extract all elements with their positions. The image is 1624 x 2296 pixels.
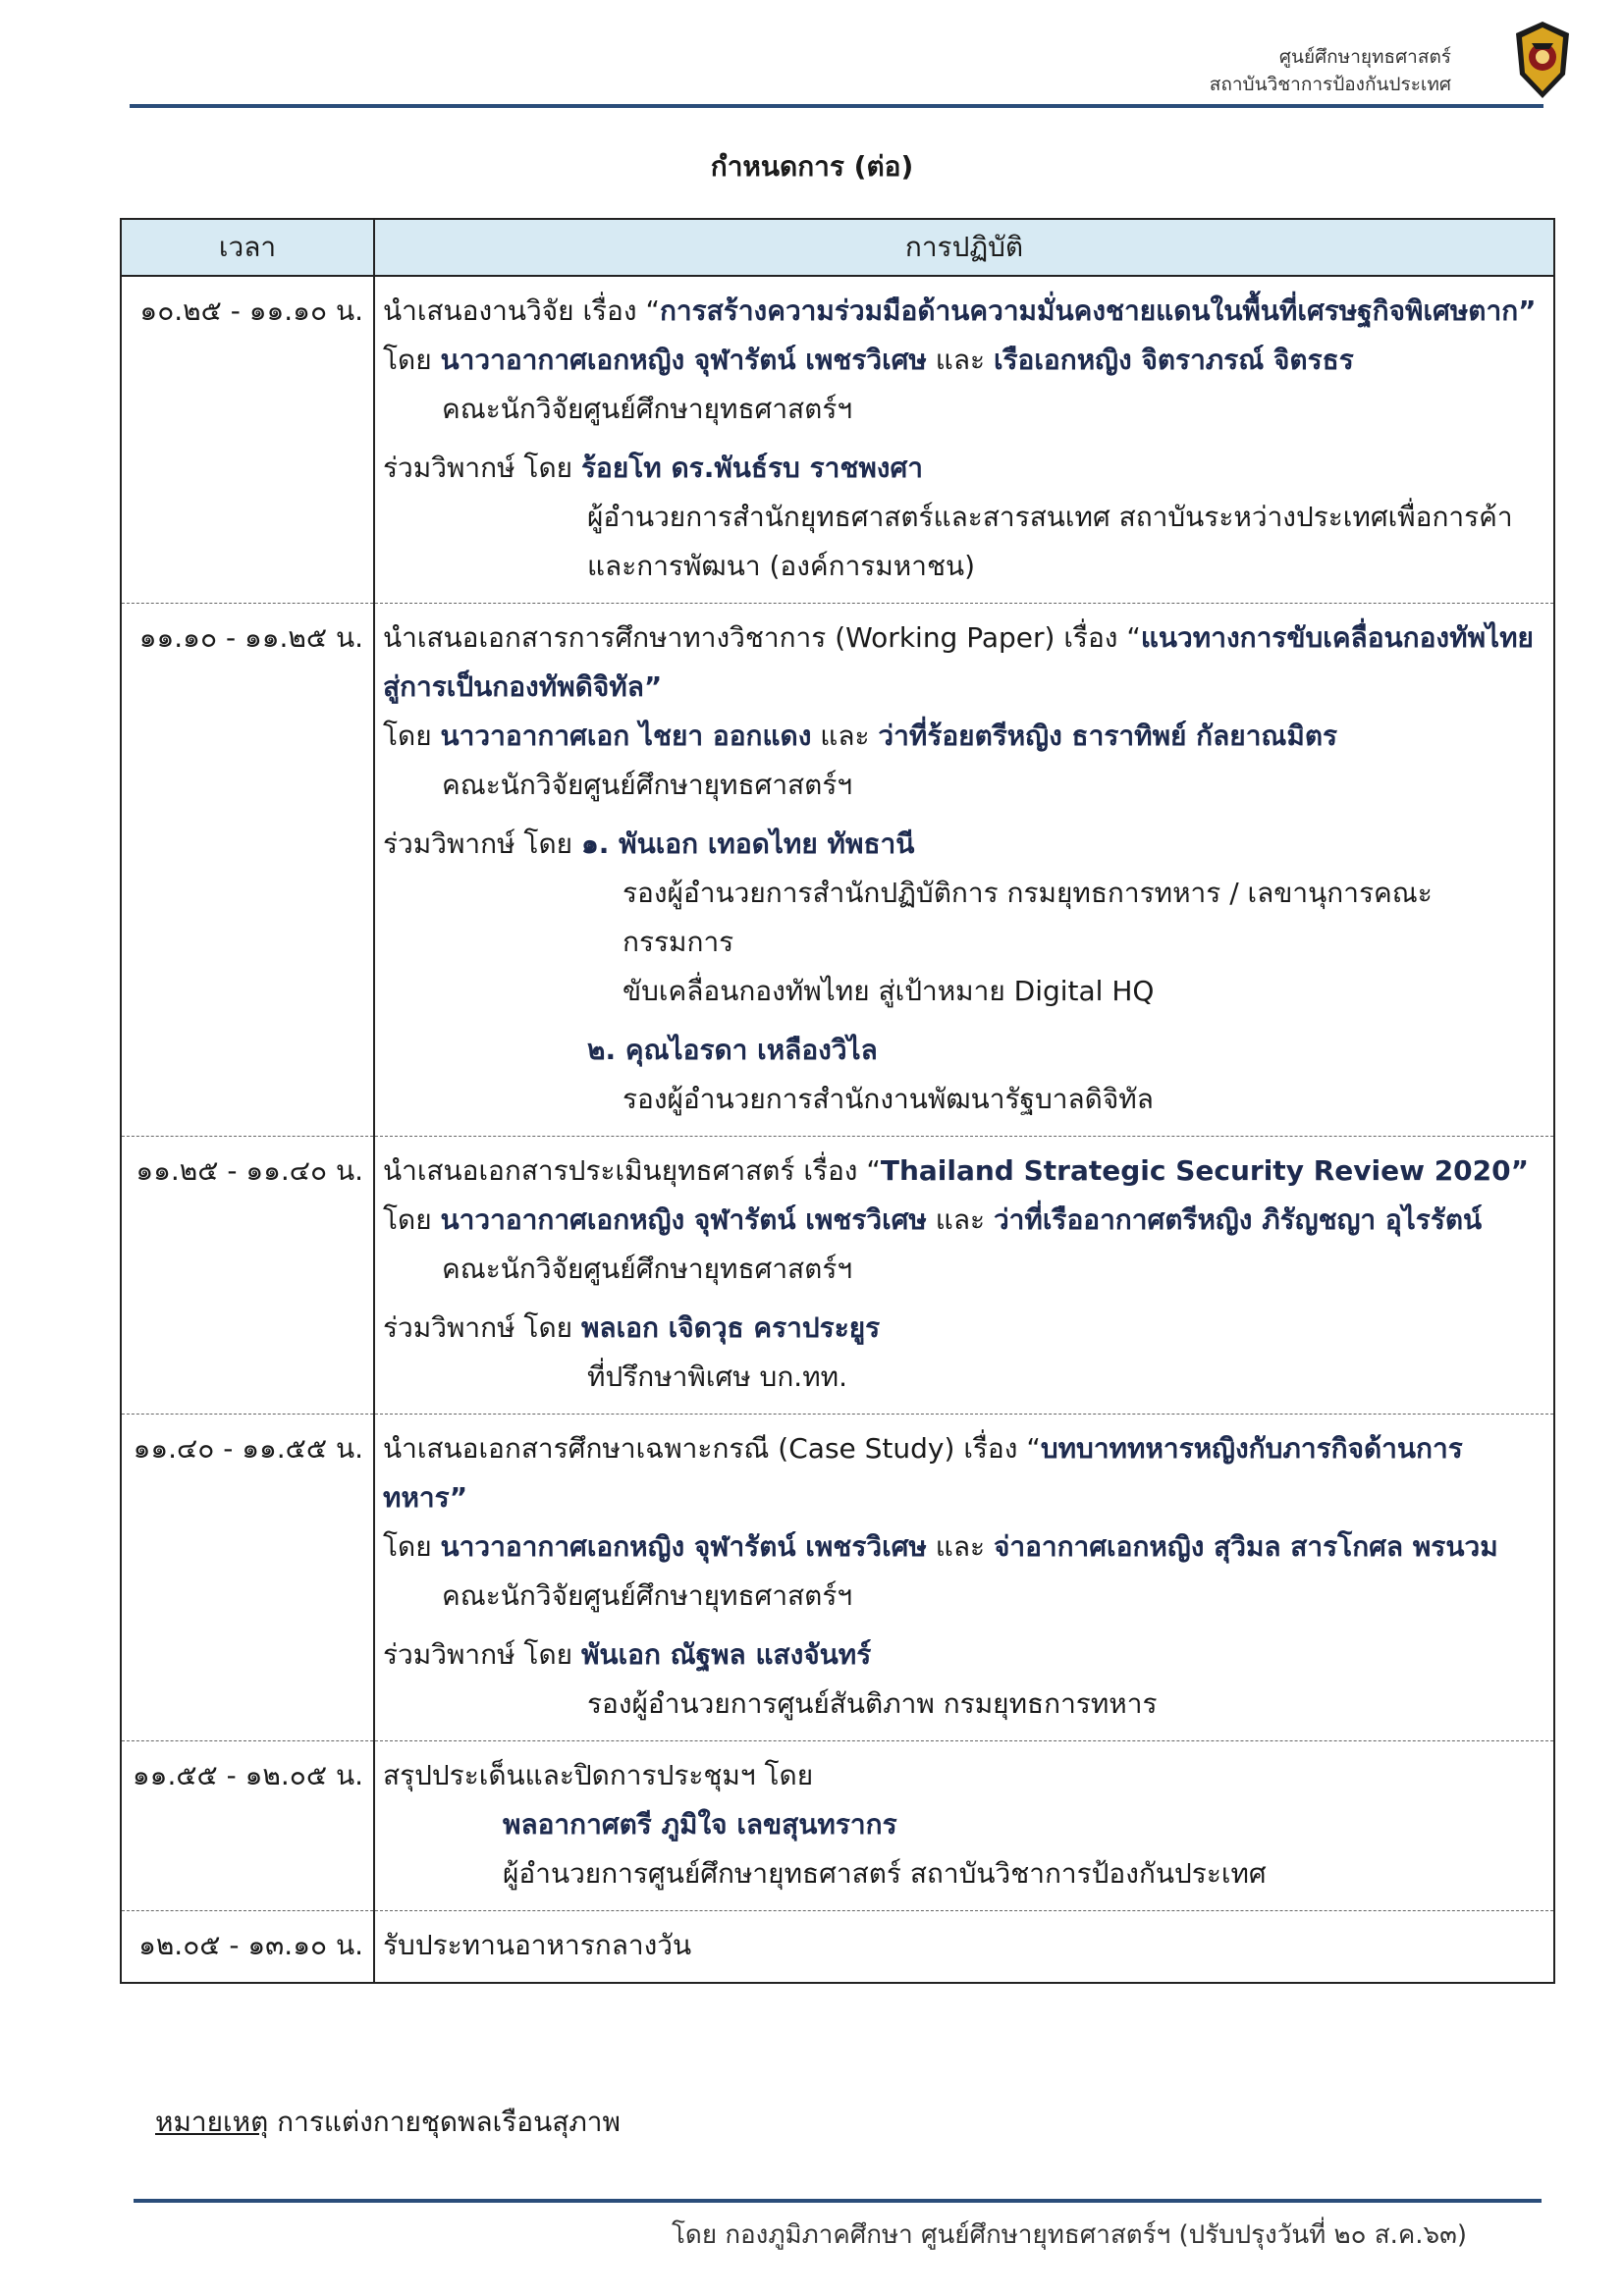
agenda-line: รองผู้อำนวยการสำนักงานพัฒนารัฐบาลดิจิทัล xyxy=(623,1083,1154,1115)
topic-title: แนวทางการขับเคลื่อนกองทัพไทยสู่การเป็นกองทัพดิจิทัล xyxy=(383,621,1534,703)
agenda-line: คณะนักวิจัยศูนย์ศึกษายุทธศาสตร์ฯ xyxy=(442,1579,853,1612)
presenter-name: ว่าที่ร้อยตรีหญิง ธาราทิพย์ กัลยาณมิตร xyxy=(878,720,1338,752)
agenda-line xyxy=(383,1026,1540,1075)
action-cell xyxy=(374,1137,1554,1415)
header-rule xyxy=(130,104,1543,108)
page-title: กำหนดการ (ต่อ) xyxy=(710,150,914,183)
topic-title: Thailand Strategic Security Review 2020 xyxy=(880,1154,1511,1187)
discussant-name: พลเอก เจิดวุธ คราประยูร xyxy=(580,1311,881,1344)
discussant-name: พันเอก ณัฐพล แสงจันทร์ xyxy=(580,1638,872,1671)
line-text: ร่วมวิพากษ์ โดย xyxy=(383,452,581,484)
agenda-line xyxy=(383,1522,1540,1572)
line-text: ร่วมวิพากษ์ โดย xyxy=(383,1638,581,1671)
line-text: ร่วมวิพากษ์ โดย xyxy=(383,1311,581,1344)
quote-mark: ” xyxy=(1518,294,1537,327)
speaker-name: พลอากาศตรี ภูมิใจ เลขสุนทรากร xyxy=(503,1808,897,1841)
table-row xyxy=(121,1911,1554,1984)
agenda-line: ขับเคลื่อนกองทัพไทย สู่เป้าหมาย Digital HQ xyxy=(623,975,1155,1007)
agenda-line: รองผู้อำนวยการศูนย์สันติภาพ กรมยุทธการทหาร xyxy=(587,1687,1158,1720)
agenda-line: และการพัฒนา (องค์การมหาชน) xyxy=(587,550,976,582)
line-text: นำเสนอเอกสารประเมินยุทธศาสตร์ เรื่อง “ xyxy=(383,1154,881,1187)
agenda-line: คณะนักวิจัยศูนย์ศึกษายุทธศาสตร์ฯ xyxy=(442,769,853,801)
topic-title: การสร้างความร่วมมือด้านความมั่นคงชายแดนในพื้นที่เศรษฐกิจพิเศษตาก xyxy=(659,294,1519,327)
line-text: และ xyxy=(926,1203,994,1236)
line-text: โดย xyxy=(383,1530,441,1563)
action-cell xyxy=(374,604,1554,1137)
note xyxy=(155,2101,621,2144)
header-text xyxy=(1210,43,1451,98)
table-row xyxy=(121,1415,1554,1741)
header-line-2: สถาบันวิชาการป้องกันประเทศ xyxy=(1209,74,1451,95)
presenter-name: นาวาอากาศเอก ไชยา ออกแดง xyxy=(440,720,812,752)
line-text: และ xyxy=(926,344,994,376)
time-cell: ๑๑.๑๐ - ๑๑.๒๕ น. xyxy=(121,604,374,1137)
presenter-name: นาวาอากาศเอกหญิง จุฬารัตน์ เพชรวิเศษ xyxy=(440,1530,927,1563)
line-text: โดย xyxy=(383,1203,441,1236)
action-cell xyxy=(374,1911,1554,1984)
table-row xyxy=(121,1741,1554,1911)
agenda-line xyxy=(383,1147,1540,1196)
discussant-name: ร้อยโท ดร.พันธ์รบ ราชพงศา xyxy=(580,452,923,484)
emblem-icon xyxy=(1512,20,1573,100)
quote-mark: ” xyxy=(1510,1154,1530,1187)
time-cell: ๑๑.๔๐ - ๑๑.๕๕ น. xyxy=(121,1415,374,1741)
agenda-line: คณะนักวิจัยศูนย์ศึกษายุทธศาสตร์ฯ xyxy=(442,393,853,425)
line-text: นำเสนอเอกสารศึกษาเฉพาะกรณี (Case Study) เรื่อง “ xyxy=(383,1432,1041,1465)
agenda-line xyxy=(383,1630,1540,1680)
agenda-line: ที่ปรึกษาพิเศษ บก.ทท. xyxy=(587,1361,848,1393)
time-cell: ๑๑.๒๕ - ๑๑.๔๐ น. xyxy=(121,1137,374,1415)
agenda-line xyxy=(383,336,1540,385)
presenter-name: จ่าอากาศเอกหญิง สุวิมล สารโกศล พรนวม xyxy=(993,1530,1498,1563)
action-cell xyxy=(374,276,1554,604)
agenda-line: คณะนักวิจัยศูนย์ศึกษายุทธศาสตร์ฯ xyxy=(442,1253,853,1285)
column-header-time: เวลา xyxy=(121,219,374,276)
line-text: นำเสนอเอกสารการศึกษาทางวิชาการ (Working Paper) เรื่อง “ xyxy=(383,621,1141,654)
note-text: การแต่งกายชุดพลเรือนสุภาพ xyxy=(268,2106,621,2138)
quote-mark: ” xyxy=(449,1481,468,1514)
table-row xyxy=(121,604,1554,1137)
column-header-action: การปฏิบัติ xyxy=(374,219,1554,276)
table-row xyxy=(121,1137,1554,1415)
discussant-name: ๑. พันเอก เทอดไทย ทัพธานี xyxy=(580,828,915,860)
agenda-line: สรุปประเด็นและปิดการประชุมฯ โดย xyxy=(383,1759,814,1791)
discussant-name: ๒. คุณไอรดา เหลืองวิไล xyxy=(587,1034,878,1066)
presenter-name: เรือเอกหญิง จิตราภรณ์ จิตรธร xyxy=(993,344,1354,376)
footer-rule xyxy=(134,2199,1542,2203)
agenda-line xyxy=(383,1800,1540,1849)
action-cell xyxy=(374,1415,1554,1741)
table-header-row xyxy=(121,219,1554,276)
line-text: ร่วมวิพากษ์ โดย xyxy=(383,828,581,860)
quote-mark: ” xyxy=(643,670,663,703)
line-text: นำเสนองานวิจัย เรื่อง “ xyxy=(383,294,660,327)
agenda-line: ผู้อำนวยการสำนักยุทธศาสตร์และสารสนเทศ สถาบันระหว่างประเทศเพื่อการค้า xyxy=(587,501,1513,533)
presenter-name: นาวาอากาศเอกหญิง จุฬารัตน์ เพชรวิเศษ xyxy=(440,344,927,376)
time-cell: ๑๑.๕๕ - ๑๒.๐๕ น. xyxy=(121,1741,374,1911)
footer-text: โดย กองภูมิภาคศึกษา ศูนย์ศึกษายุทธศาสตร์ฯ (ปรับปรุงวันที่ ๒๐ ส.ค.๖๓) xyxy=(671,2220,1467,2250)
line-text: และ xyxy=(926,1530,994,1563)
presenter-name: ว่าที่เรืออากาศตรีหญิง ภิรัญชญา อุไรรัตน์ xyxy=(993,1203,1483,1236)
line-text: โดย xyxy=(383,344,441,376)
note-label: หมายเหตุ xyxy=(155,2106,269,2138)
agenda-line xyxy=(383,1196,1540,1245)
agenda-line xyxy=(383,712,1540,761)
time-cell: ๑๐.๒๕ - ๑๑.๑๐ น. xyxy=(121,276,374,604)
line-text: และ xyxy=(811,720,879,752)
topic-title: บทบาททหารหญิงกับภารกิจด้านการทหาร xyxy=(383,1432,1463,1514)
agenda-line: ผู้อำนวยการศูนย์ศึกษายุทธศาสตร์ สถาบันวิชาการป้องกันประเทศ xyxy=(503,1857,1267,1890)
presenter-name: นาวาอากาศเอกหญิง จุฬารัตน์ เพชรวิเศษ xyxy=(440,1203,927,1236)
schedule-table xyxy=(120,218,1555,1984)
table-row xyxy=(121,276,1554,604)
line-text: โดย xyxy=(383,720,441,752)
agenda-line xyxy=(383,1424,1540,1522)
agenda-line: รับประทานอาหารกลางวัน xyxy=(383,1929,692,1961)
action-cell xyxy=(374,1741,1554,1911)
agenda-line xyxy=(383,614,1540,712)
agenda-line xyxy=(383,287,1540,336)
agenda-line: รองผู้อำนวยการสำนักปฏิบัติการ กรมยุทธการทหาร / เลขานุการคณะกรรมการ xyxy=(623,877,1433,958)
agenda-line xyxy=(383,1304,1540,1353)
time-cell: ๑๒.๐๕ - ๑๓.๑๐ น. xyxy=(121,1911,374,1984)
agenda-line xyxy=(383,444,1540,493)
agenda-line xyxy=(383,820,1540,869)
header-line-1: ศูนย์ศึกษายุทธศาสตร์ xyxy=(1278,46,1451,68)
